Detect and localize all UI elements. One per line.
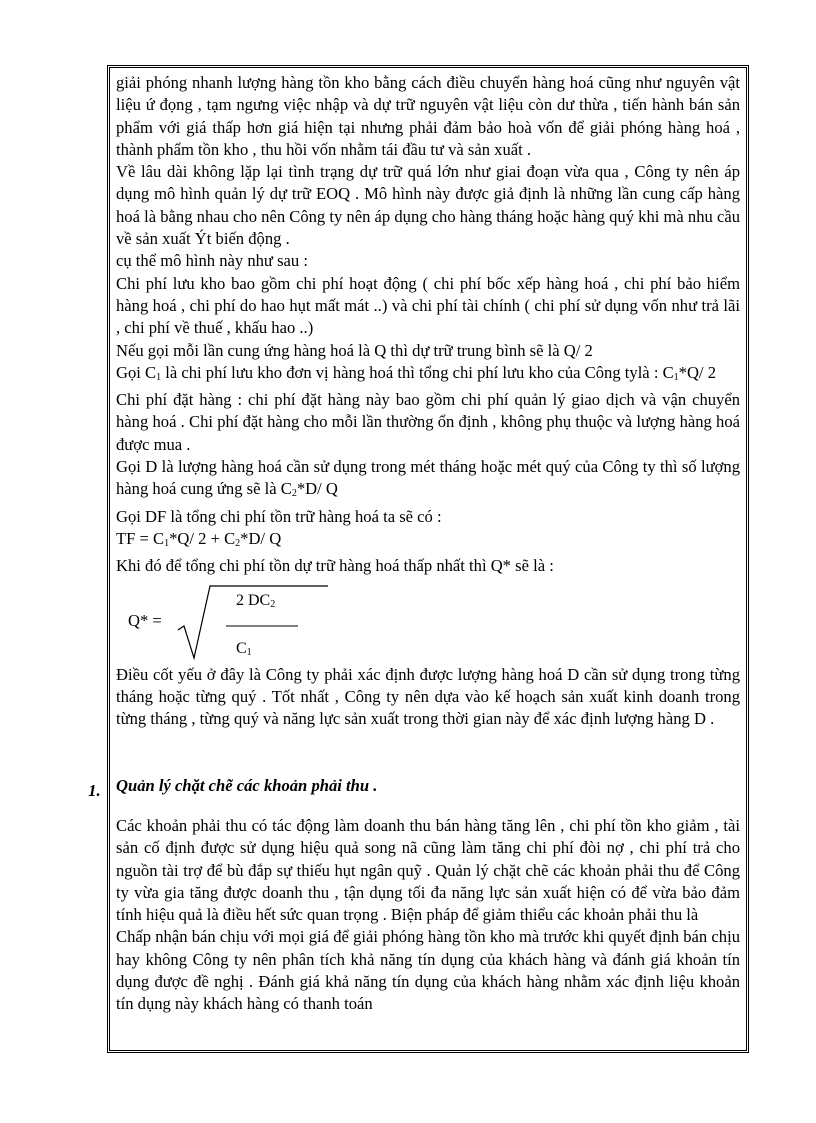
paragraph: Các khoản phải thu có tác động làm doanh thu bán hàng tăng lên , chi phí tồn kho giảm , tài sản cố định được sử dụng hiệu quả song nã cũng làm tăng chi phí đòi nợ , chi phí trả cho nguồn tài trợ để bù đắp sự thiếu hụt ngân quỹ . Quản lý chặt chẽ các khoản phải thu để Công ty vừa gia tăng được doanh thu , tận dụng tối đa năng lực sản xuất hiện có để vừa bảo đảm tính hiệu quả là điều hết sức quan trọng . Biện pháp để giảm thiểu các khoản phải thu là [116,816,740,925]
paragraph: Gọi DF là tổng chi phí tồn trữ hàng hoá ta sẽ có : [116,506,442,526]
formula-lhs: Q* = [128,610,162,630]
paragraph: Chấp nhận bán chịu với mọi giá để giải phóng hàng tồn kho mà trước khi quyết định bán chịu hay không Công ty nên phân tích khả năng tín dụng của khách hàng và đánh giá khoản tín dụng được đề nghị . Đánh giá khả năng tín dụng của khách hàng nhằm xác định liệu khoản tín dụng này khách hàng có thanh toán [116,927,740,1014]
paragraph: Chi phí đặt hàng : chi phí đặt hàng này bao gồm chi phí quản lý giao dịch và vận chuyển hàng hoá . Chi phí đặt hàng cho mỗi lần thường ổn định , không phụ thuộc và lượng hàng hoá được mua . [116,390,740,454]
paragraph: cụ thể mô hình này như sau : [116,251,308,271]
paragraph: Chi phí lưu kho bao gồm chi phí hoạt động ( chi phí bốc xếp hàng hoá , chi phí bảo hiểm hàng hoá , chi phí do hao hụt mất mát ..) và chi phí tài chính ( chi phí sử dụng vốn như trả lãi , chi phí về thuế , khấu hao ..) [116,273,740,338]
paragraph: Nếu gọi mỗi lần cung ứng hàng hoá là Q thì dự trữ trung bình sẽ là Q/ 2 [116,340,593,360]
paragraph-c1: Gọi $C_1$ là chi phí lưu kho đơn vị hàng hoá thì tổng chi phí lưu kho của Công tylà : $C_1*Q/$ 2 [116,362,716,383]
paragraph: giải phóng nhanh lượng hàng tồn kho bằng cách điều chuyển hàng hoá cũng như nguyên vật liệu ứ đọng , tạm ngưng việc nhập và dự trữ nguyên vật liệu còn dư thừa , tiến hành bán sản phẩm với giá thấp hơn giá hiện tại nhưng phải đảm bảo hoà vốn để giải phóng hàng hoá , thành phẩm tồn kho , thu hồi vốn nhằm tái đầu tư và sản xuất . [116,73,740,159]
section-number: 1. [88,781,101,800]
formula-denominator: $C_1$ [236,639,252,658]
tf-equation: TF = $C_1*Q/$ $2 + C_2*D/$ Q [116,528,282,549]
eoq-formula [116,582,740,662]
section-heading: Quản lý chặt chẽ các khoản phải thu . [116,776,378,795]
paragraph: Điều cốt yếu ở đây là Công ty phải xác định được lượng hàng hoá D cần sử dụng trong từng tháng hoặc từng quý . Tốt nhất , Công ty nên dựa vào kế hoạch sản xuất kinh doanh trong từng tháng , từng quý và năng lực sản xuất trong thời gian này để xác định lượng hàng D . [116,664,740,729]
formula-numerator: 2 $DC_2$ [236,591,276,610]
section-body [116,815,740,1016]
paragraph: Về lâu dài không lặp lại tình trạng dự trữ quá lớn như giai đoạn vừa qua , Công ty nên áp dụng mô hình quản lý dự trữ EOQ . Mô hình này được giả định là những lần cung cấp hàng hoá là bằng nhau cho nên Công ty nên áp dụng cho hàng tháng hoặc hàng quý khi mà nhu cầu về sản xuất Ýt biến động . [116,162,740,249]
document-body [116,72,740,730]
paragraph-d: Gọi D là lượng hàng hoá cần sử dụng trong mét tháng hoặc mét quý của Công ty thì số lượng hàng hoá cung ứng sẽ là $C_2*D/$ Q [116,457,740,500]
paragraph: Khi đó để tổng chi phí tồn dự trữ hàng hoá thấp nhất thì Q* sẽ là : [116,556,554,576]
